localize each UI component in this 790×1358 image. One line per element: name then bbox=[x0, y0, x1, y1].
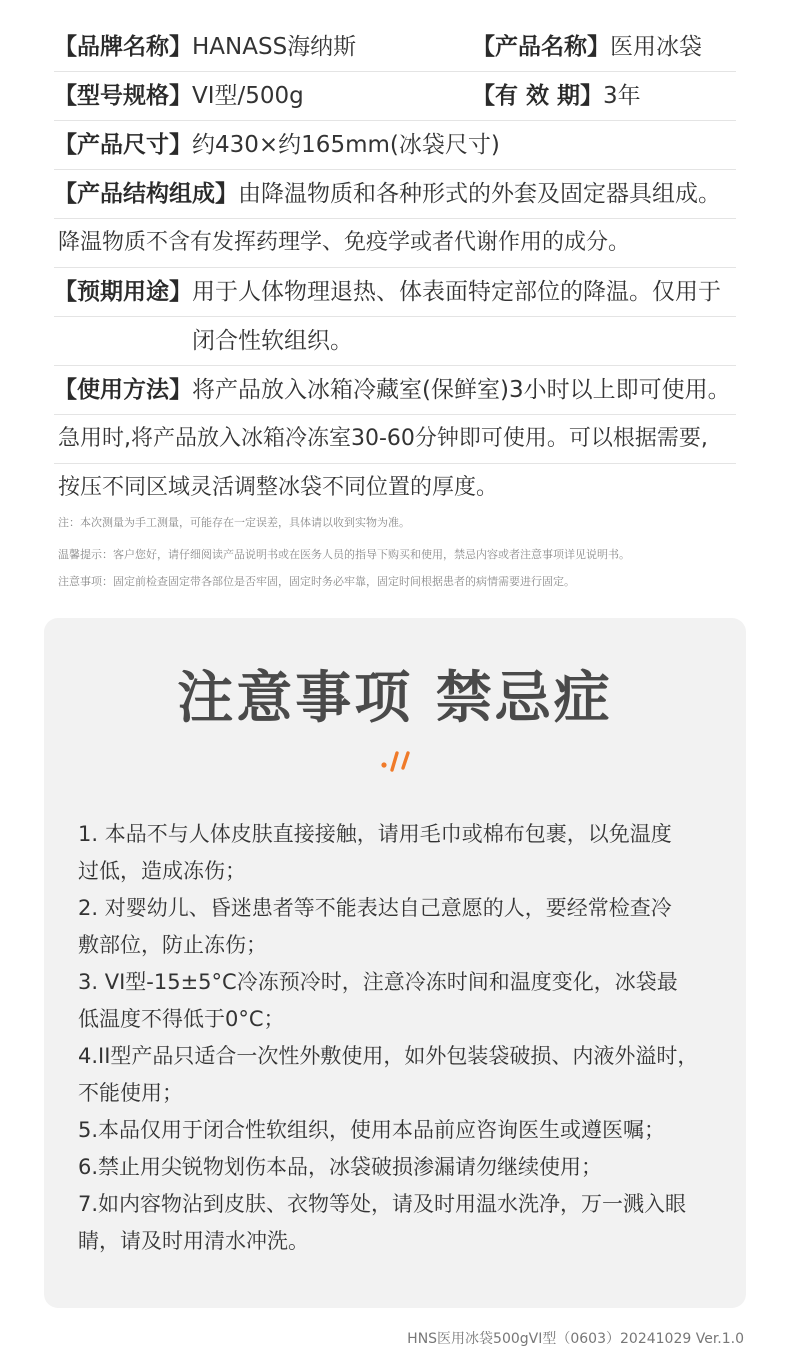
accent-mark-icon bbox=[380, 748, 412, 774]
usage-value: 将产品放入冰箱冷藏室(保鲜室)3小时以上即可使用。 bbox=[192, 377, 731, 403]
validity-value: 3年 bbox=[603, 83, 641, 109]
warnings-title: 注意事项 禁忌症 bbox=[177, 666, 613, 731]
warning-line: 4.II型产品只适合一次性外敷使用，如外包装袋破损、内液外溢时， bbox=[78, 1044, 699, 1068]
model-value: VI型/500g bbox=[192, 83, 304, 109]
usage-note-1: 急用时,将产品放入冰箱冷冻室30-60分钟即可使用。可以根据需要, bbox=[58, 426, 708, 451]
row-structure bbox=[54, 170, 736, 219]
row-usage-note-2 bbox=[54, 464, 736, 512]
structure-note: 降温物质不含有发挥药理学、免疫学或者代谢作用的成分。 bbox=[58, 230, 631, 255]
row-model bbox=[54, 72, 736, 121]
row-structure-note bbox=[54, 219, 736, 268]
model-label: 【型号规格】 bbox=[54, 83, 192, 109]
warning-line: 1. 本品不与人体皮肤直接接触，请用毛巾或棉布包裹，以免温度 bbox=[78, 822, 672, 846]
validity-cell bbox=[472, 72, 641, 120]
footnotes bbox=[58, 514, 758, 600]
footnote-attention: 注意事项：固定前检查固定带各部位是否牢固，固定时务必牢靠，固定时间根据患者的病情需要进行固定。 bbox=[58, 575, 575, 588]
warning-line: 5.本品仅用于闭合性软组织，使用本品前应咨询医生或遵医嘱； bbox=[78, 1118, 666, 1142]
row-usage bbox=[54, 366, 736, 415]
warning-line: 6.禁止用尖锐物划伤本品，冰袋破损渗漏请勿继续使用； bbox=[78, 1155, 603, 1179]
product-name-label: 【产品名称】 bbox=[472, 34, 610, 60]
validity-label: 【有 效 期】 bbox=[472, 83, 604, 109]
warning-line: 3. VI型-15±5°C冷冻预冷时，注意冷冻时间和温度变化，冰袋最 bbox=[78, 970, 678, 994]
size-label: 【产品尺寸】 bbox=[54, 132, 192, 158]
usage-note-2: 按压不同区域灵活调整冰袋不同位置的厚度。 bbox=[58, 475, 499, 500]
intended-use-value: 用于人体物理退热、体表面特定部位的降温。仅用于 bbox=[192, 279, 721, 305]
footnote-measure: 注：本次测量为手工测量，可能存在一定误差，具体请以收到实物为准。 bbox=[58, 516, 410, 529]
row-usage-note-1 bbox=[54, 415, 736, 464]
warning-line: 过低，造成冻伤； bbox=[78, 859, 246, 883]
warning-line: 低温度不得低于0°C； bbox=[78, 1007, 285, 1031]
product-name-value: 医用冰袋 bbox=[610, 34, 702, 60]
warnings-card bbox=[44, 618, 746, 1308]
warnings-list bbox=[78, 816, 718, 1260]
warning-line: 2. 对婴幼儿、昏迷患者等不能表达自己意愿的人，要经常检查冷 bbox=[78, 896, 672, 920]
row-brand bbox=[54, 23, 736, 72]
intended-use-cont: 闭合性软组织。 bbox=[192, 328, 353, 354]
structure-label: 【产品结构组成】 bbox=[54, 181, 238, 207]
spec-table bbox=[54, 23, 736, 512]
warning-line: 7.如内容物沾到皮肤、衣物等处，请及时用温水洗净，万一溅入眼 bbox=[78, 1192, 687, 1216]
product-name-cell bbox=[472, 23, 702, 71]
brand-value: HANASS海纳斯 bbox=[192, 34, 357, 60]
intended-use-label: 【预期用途】 bbox=[54, 279, 192, 305]
footnote-tip: 温馨提示：客户您好，请仔细阅读产品说明书或在医务人员的指导下购买和使用，禁忌内容或者注意事项详见说明书。 bbox=[58, 548, 630, 561]
version-footer: HNS医用冰袋500gVI型（0603）20241029 Ver.1.0 bbox=[407, 1331, 744, 1347]
structure-value: 由降温物质和各种形式的外套及固定器具组成。 bbox=[238, 181, 721, 207]
row-intended-use bbox=[54, 268, 736, 317]
warning-line: 不能使用； bbox=[78, 1081, 183, 1105]
warning-line: 敷部位，防止冻伤； bbox=[78, 933, 267, 957]
row-size bbox=[54, 121, 736, 170]
brand-label: 【品牌名称】 bbox=[54, 34, 192, 60]
size-value: 约430×约165mm(冰袋尺寸) bbox=[192, 132, 500, 158]
warning-line: 睛，请及时用清水冲洗。 bbox=[78, 1229, 309, 1253]
row-intended-use-cont bbox=[54, 317, 736, 366]
usage-label: 【使用方法】 bbox=[54, 377, 192, 403]
